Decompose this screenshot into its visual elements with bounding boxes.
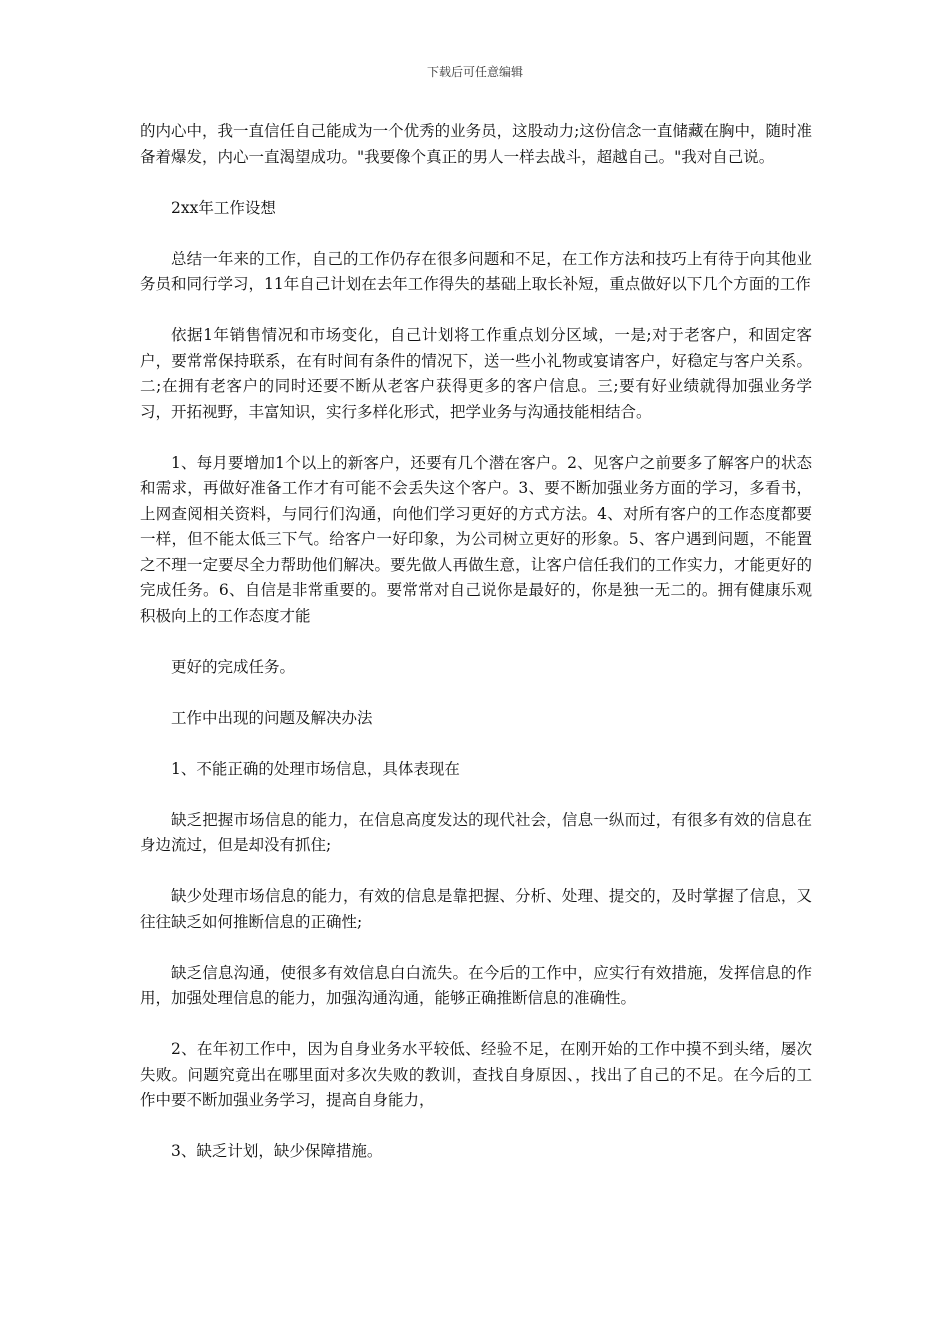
paragraph-info-handle: 缺少处理市场信息的能力，有效的信息是靠把握、分析、处理、提交的，及时掌握了信息，又往往缺乏如何推断信息的正确性;: [140, 887, 812, 931]
paragraph-continuation: 的内心中，我一直信任自己能成为一个优秀的业务员，这股动力;这份信念一直储藏在胸中，随时准备着爆发，内心一直渴望成功。"我要像个真正的男人一样去战斗，超越自己。"我对自己说。: [140, 122, 812, 166]
paragraph-problem-1: 1、不能正确的处理市场信息，具体表现在: [171, 759, 460, 778]
page-header: 下载后可任意编辑: [426, 65, 523, 79]
paragraph-info-grasp: 缺乏把握市场信息的能力，在信息高度发达的现代社会，信息一纵而过，有很多有效的信息在身边流过，但是却没有抓住;: [140, 810, 812, 854]
document-body: [140, 119, 812, 1165]
paragraph-goals-end: 更好的完成任务。: [171, 657, 296, 676]
paragraph-regions: 依据1年销售情况和市场变化，自己计划将工作重点划分区域，一是;对于老客户，和固定客户，要常常保持联系，在有时间有条件的情况下，送一些小礼物或宴请客户，好稳定与客户关系。二;在拥有老客户的同时还要不断从老客户获得更多的客户信息。三;要有好业绩就得加强业务学习，开拓视野，丰富知识，实行多样化形式，把学业务与沟通技能相结合。: [140, 326, 812, 421]
paragraph-problem-3: 3、缺乏计划，缺少保障措施。: [171, 1142, 383, 1160]
section-heading-plan: 2xx年工作设想: [171, 198, 276, 217]
paragraph-goals: 1、每月要增加1个以上的新客户，还要有几个潜在客户。2、见客户之前要多了解客户的状态和需求，再做好准备工作才有可能不会丢失这个客户。3、要不断加强业务方面的学习，多看书，上网查阅相关资料，与同行们沟通，向他们学习更好的方式方法。4、对所有客户的工作态度都要一样，但不能太低三下气。给客户一好印象，为公司树立更好的形象。5、客户遇到问题，不能置之不理一定要尽全力帮助他们解决。要先做人再做生意，让客户信任我们的工作实力，才能更好的完成任务。6、自信是非常重要的。要常常对自己说你是最好的，你是独一无二的。拥有健康乐观积极向上的工作态度才能: [140, 453, 812, 625]
paragraph-summary: 总结一年来的工作，自己的工作仍存在很多问题和不足，在工作方法和技巧上有待于向其他业务员和同行学习，11年自己计划在去年工作得失的基础上取长补短，重点做好以下几个方面的工作: [140, 249, 812, 293]
paragraph-info-communicate: 缺乏信息沟通，使很多有效信息白白流失。在今后的工作中，应实行有效措施，发挥信息的作用，加强处理信息的能力，加强沟通沟通，能够正确推断信息的准确性。: [140, 963, 812, 1007]
section-heading-problems: 工作中出现的问题及解决办法: [171, 708, 373, 727]
paragraph-problem-2: 2、在年初工作中，因为自身业务水平较低、经验不足，在刚开始的工作中摸不到头绪，屡次失败。问题究竟出在哪里面对多次失败的教训，查找自身原因、，找出了自己的不足。在今后的工作中要不断加强业务学习，提高自身能力，: [140, 1040, 812, 1109]
